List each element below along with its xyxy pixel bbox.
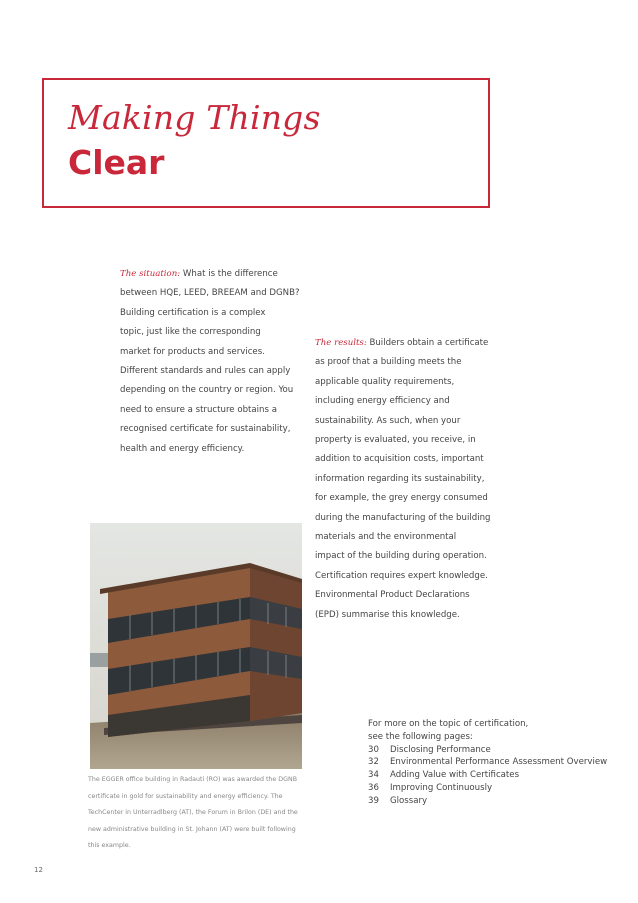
reference-page: 36 (368, 782, 379, 793)
results-line: Builders obtain a certificate (366, 338, 489, 348)
reference-label: Disclosing Performance (390, 744, 491, 755)
results-line: information regarding its sustainability, (315, 473, 485, 484)
references-intro: see the following pages: (368, 731, 473, 742)
situation-line: recognised certificate for sustainability, (120, 424, 291, 435)
photo-caption (88, 772, 313, 855)
reference-page: 39 (368, 795, 379, 806)
results-line: for example, the grey energy consumed (315, 493, 488, 504)
results-line: including energy efficiency and (315, 396, 450, 407)
situation-line: What is the difference (180, 269, 278, 279)
situation-line: market for products and services. (120, 346, 265, 357)
situation-lead: The situation: (120, 269, 181, 279)
reference-label: Adding Value with Certificates (390, 770, 520, 781)
results-line: sustainability. As such, when your (315, 415, 461, 426)
situation-line: between HQE, LEED, BREEAM and DGNB? (120, 288, 300, 299)
reference-item[interactable] (368, 756, 607, 769)
results-line: as proof that a building meets the (315, 357, 462, 368)
results-line: Certification requires expert knowledge. (315, 570, 488, 581)
results-line: impact of the building during operation. (315, 551, 487, 562)
results-line: property is evaluated, you receive, in (315, 435, 476, 446)
references-intro: For more on the topic of certification, (368, 719, 529, 729)
situation-line: depending on the country or region. You (120, 385, 294, 396)
reference-label: Improving Continuously (390, 782, 493, 793)
results-line: Environmental Product Declarations (315, 590, 470, 601)
caption-line: certificate in gold for sustainability and energy efficiency. The (88, 792, 283, 800)
results-line: applicable quality requirements, (315, 376, 455, 387)
building-photo (90, 523, 302, 769)
results-line: during the manufacturing of the building (315, 512, 491, 523)
reference-page: 34 (368, 770, 379, 781)
results-line: addition to acquisition costs, important (315, 454, 484, 465)
reference-item[interactable] (368, 769, 607, 782)
page-title-line2: Clear (68, 143, 165, 182)
reference-page: 32 (368, 757, 379, 768)
results-line: (EPD) summarise this knowledge. (315, 609, 460, 620)
reference-label: Glossary (390, 795, 428, 806)
results-paragraph (315, 334, 505, 625)
cross-references (368, 718, 607, 808)
reference-page: 30 (368, 744, 379, 755)
caption-line: new administrative building in St. Johann (AT) were built following (88, 825, 296, 833)
reference-item[interactable] (368, 782, 607, 795)
situation-paragraph (120, 265, 310, 459)
results-line: materials and the environmental (315, 532, 457, 543)
reference-label: Environmental Performance Assessment Overview (390, 757, 608, 768)
situation-line: Building certification is a complex (120, 307, 266, 318)
situation-line: Different standards and rules can apply (120, 366, 291, 377)
situation-line: need to ensure a structure obtains a (120, 404, 277, 415)
page-number: 12 (34, 866, 43, 874)
situation-line: topic, just like the corresponding (120, 327, 261, 338)
reference-item[interactable] (368, 795, 607, 808)
page-title-line1: Making Things (68, 98, 321, 137)
caption-line: this example. (88, 842, 131, 850)
reference-item[interactable] (368, 744, 607, 757)
results-lead: The results: (315, 338, 367, 348)
caption-line: TechCenter in Unterradlberg (AT), the Forum in Brilon (DE) and the (88, 809, 298, 817)
caption-line: The EGGER office building in Radauti (RO) was awarded the DGNB (88, 776, 298, 783)
situation-line: health and energy efficiency. (120, 443, 245, 454)
